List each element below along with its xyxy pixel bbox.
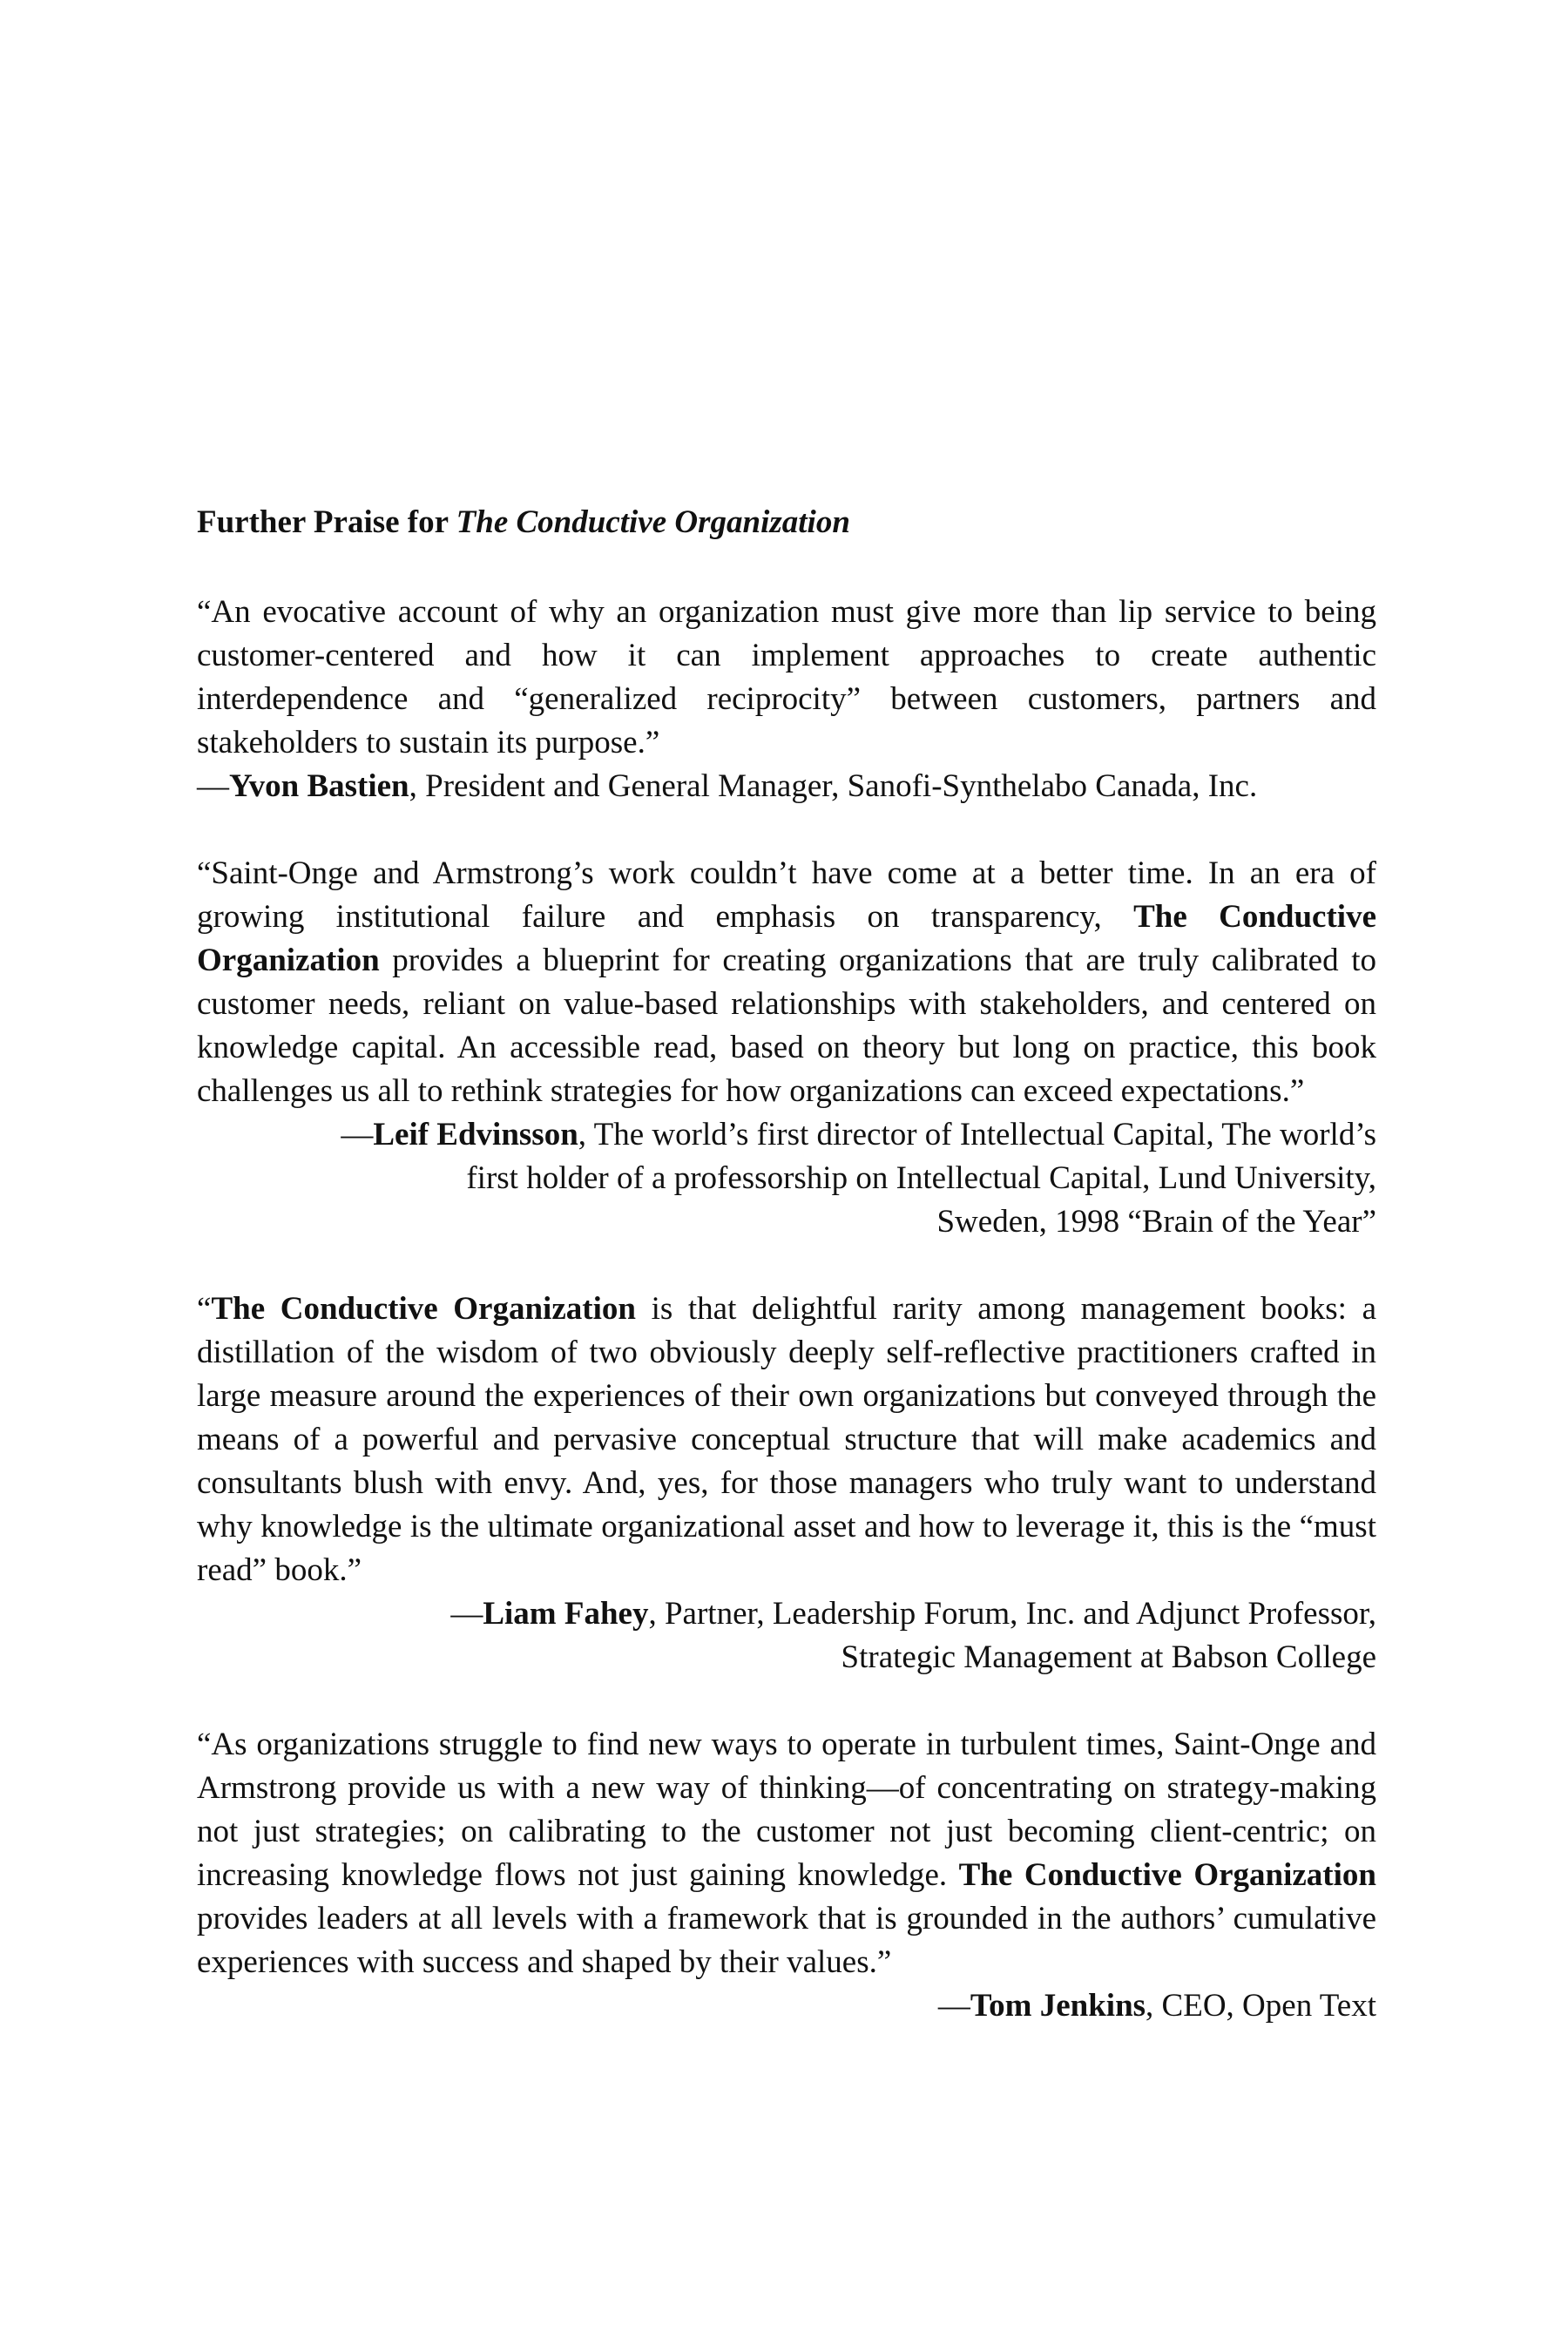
quote-book-title: The Conductive Organization xyxy=(211,1291,636,1327)
attribution-dash: — xyxy=(450,1596,483,1632)
praise-quote-edvinsson xyxy=(197,852,1376,1244)
attribution-name: Tom Jenkins xyxy=(970,1988,1146,2024)
attribution-name: Liam Fahey xyxy=(483,1596,649,1632)
quote-book-title: The Conductive Organization xyxy=(958,1857,1376,1893)
attribution-name: Yvon Bastien xyxy=(229,768,409,804)
quote-attribution xyxy=(197,1113,1376,1244)
attribution-line xyxy=(197,1113,1376,1157)
heading-book-title: The Conductive Organization xyxy=(456,504,850,540)
attribution-dash: — xyxy=(937,1988,970,2024)
praise-quote-bastien xyxy=(197,591,1376,808)
quote-attribution xyxy=(197,1592,1376,1680)
praise-page xyxy=(197,501,1376,2072)
attribution-line: Sweden, 1998 “Brain of the Year” xyxy=(936,1204,1376,1240)
quote-attribution xyxy=(197,765,1376,808)
attribution-line: Strategic Management at Babson College xyxy=(841,1639,1376,1675)
quote-text xyxy=(197,591,1376,765)
quote-text-segment: “An evocative account of why an organization must give more than lip service to being customer-centered and how it can implement approaches to create authentic interdependence and “generalized reciprocity” between customers, partners and stakeholders to sustain its purpose.” xyxy=(197,594,1376,760)
quote-text xyxy=(197,1288,1376,1592)
praise-quote-jenkins xyxy=(197,1723,1376,2028)
attribution-line: first holder of a professorship on Intellectual Capital, Lund University, xyxy=(466,1160,1376,1196)
quote-attribution xyxy=(197,1984,1376,2028)
attribution-detail: , Partner, Leadership Forum, Inc. and Adjunct Professor, xyxy=(648,1596,1376,1632)
praise-quote-fahey xyxy=(197,1288,1376,1680)
attribution-detail: , The world’s first director of Intellectual Capital, The world’s xyxy=(578,1117,1376,1152)
attribution-detail: , CEO, Open Text xyxy=(1146,1988,1376,2024)
quote-text-segment: provides leaders at all levels with a framework that is grounded in the authors’ cumulative experiences with success and shaped by their values.” xyxy=(197,1901,1376,1980)
quote-text-segment: provides a blueprint for creating organizations that are truly calibrated to customer needs, reliant on value-based relationships with stakeholders, and centered on knowledge capital. An accessible read, based on theory but long on practice, this book challenges us all to rethink strategies for how organizations can exceed expectations.” xyxy=(197,943,1376,1109)
attribution-dash: — xyxy=(341,1117,374,1152)
attribution-name: Leif Edvinsson xyxy=(373,1117,578,1152)
quote-text-segment: “Saint-Onge and Armstrong’s work couldn’t have come at a better time. In an era of growing institutional failure and emphasis on transparency, xyxy=(197,855,1376,935)
quote-text xyxy=(197,852,1376,1113)
quote-book-title: The Conductive Organization xyxy=(197,899,1377,978)
quote-text-segment: is that delightful rarity among management books: a distillation of the wisdom of two obviously deeply self-reflective practitioners crafted in large measure around the experiences of their own organizations but conveyed through the means of a powerful and pervasive conceptual structure that will make academics and consultants blush with envy. And, yes, for those managers who truly want to understand why knowledge is the ultimate organizational asset and how to leverage it, this is the “must read” book.” xyxy=(197,1291,1376,1588)
page-heading xyxy=(197,501,1376,544)
heading-prefix: Further Praise for xyxy=(197,504,456,540)
attribution-line xyxy=(197,1592,1376,1636)
attribution-detail: , President and General Manager, Sanofi-Synthelabo Canada, Inc. xyxy=(409,768,1258,804)
quote-text xyxy=(197,1723,1376,1984)
quote-text-segment: “ xyxy=(197,1291,212,1327)
quote-text-segment: “As organizations struggle to find new ways to operate in turbulent times, Saint-Onge and Armstrong provide us with a new way of thinking—of concentrating on strategy-making not just strategies; on calibrating to the customer not just becoming client-centric; on increasing knowledge flows not just gaining knowledge. xyxy=(197,1727,1376,1893)
attribution-dash: — xyxy=(197,768,229,804)
